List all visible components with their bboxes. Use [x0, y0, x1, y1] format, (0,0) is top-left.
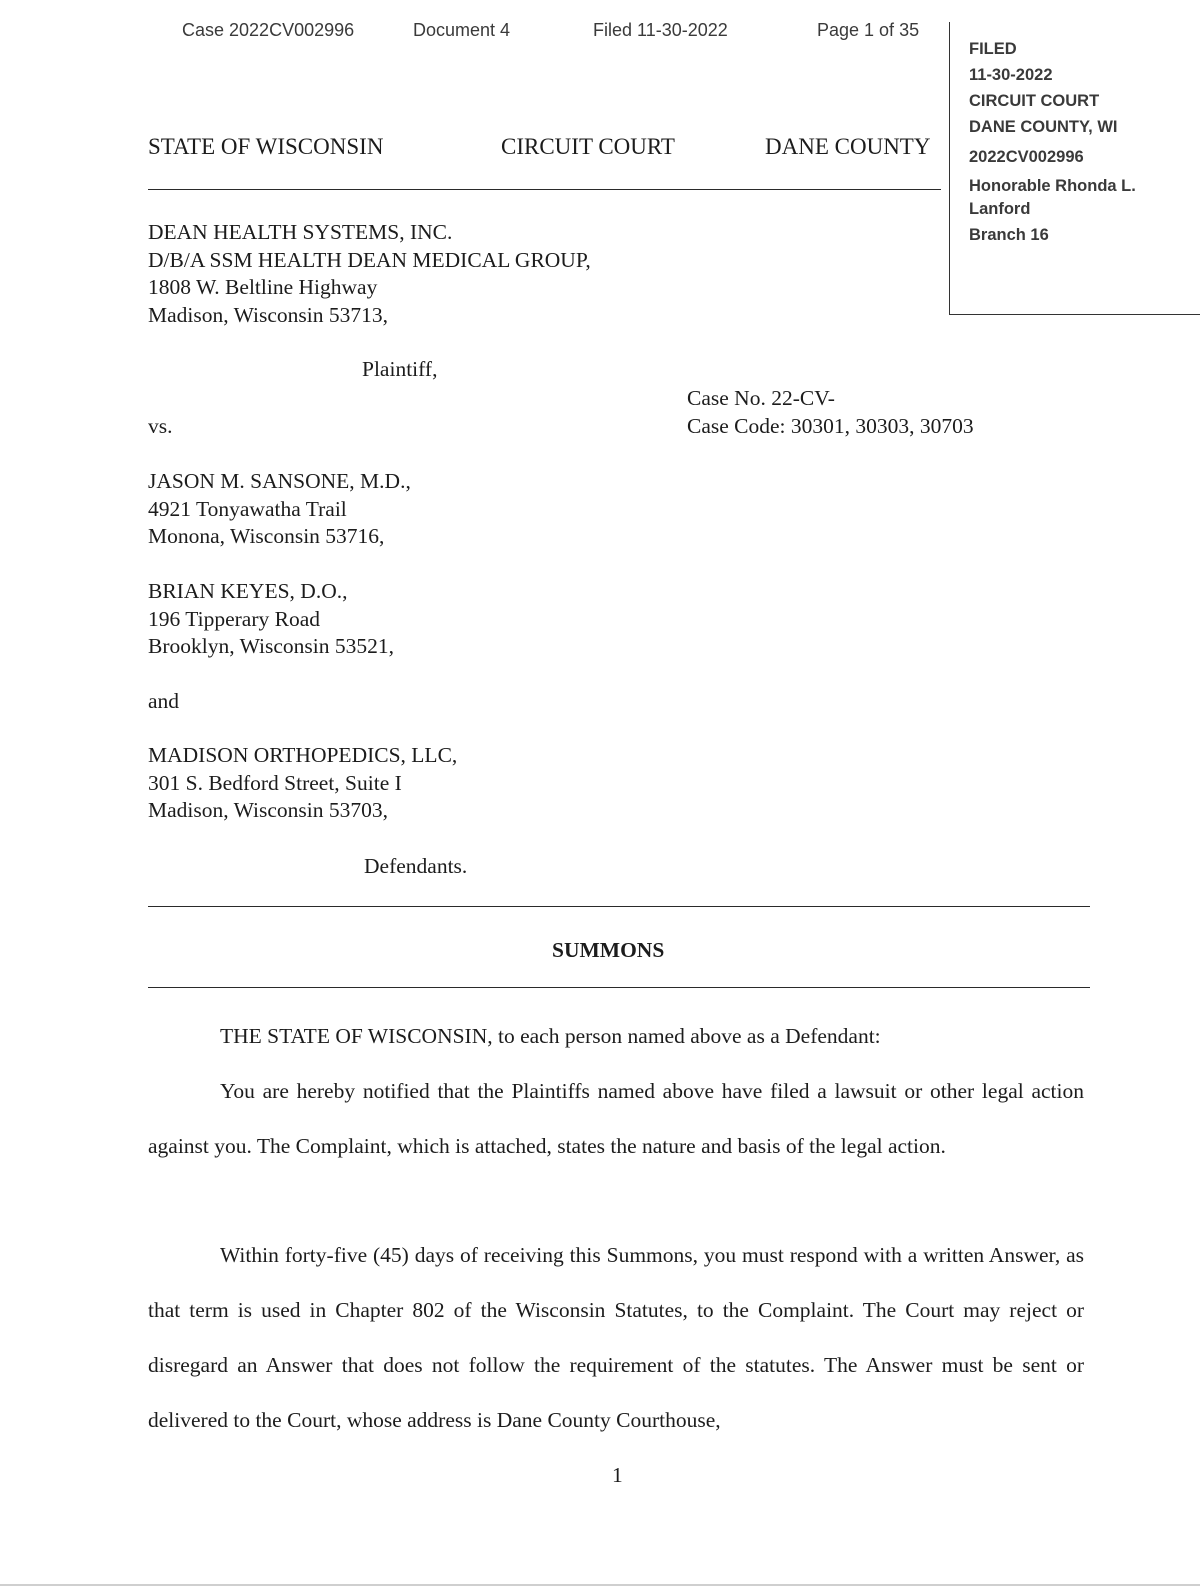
header-page: Page 1 of 35: [817, 20, 920, 40]
plaintiff-line: DEAN HEALTH SYSTEMS, INC.: [148, 220, 453, 244]
stamp-line: DANE COUNTY, WI: [969, 118, 1118, 136]
stamp-line: FILED: [969, 40, 1017, 58]
defendant-line: JASON M. SANSONE, M.D.,: [148, 469, 411, 493]
defendant-line: BRIAN KEYES, D.O.,: [148, 579, 348, 603]
body-paragraph-3: Within forty-five (45) days of receiving this Summons, you must respond with a written Answer, as that term is used in Chapter 802 of the Wisconsin Statutes, to the Complaint. The Court may reject or disregard an Answer that does not follow the requirement of the statutes. The Answer must be sent or delivered to the Court, whose address is Dane County Courthouse,: [148, 1243, 1084, 1432]
defendant-line: MADISON ORTHOPEDICS, LLC,: [148, 743, 458, 767]
body-paragraph-2: You are hereby notified that the Plaintiffs named above have filed a lawsuit or other legal action against you. The Complaint, which is attached, states the nature and basis of the legal action.: [148, 1079, 1084, 1158]
plaintiff-line: 1808 W. Beltline Highway: [148, 275, 378, 299]
body-paragraph-1: THE STATE OF WISCONSIN, to each person named above as a Defendant:: [220, 1024, 881, 1048]
defendant-block-3: [148, 742, 457, 825]
stamp-line: 2022CV002996: [969, 148, 1084, 166]
page-bottom-edge: [0, 1584, 1200, 1586]
defendants-role: Defendants.: [364, 854, 468, 878]
caption-court: CIRCUIT COURT: [501, 134, 675, 159]
defendant-line: 301 S. Bedford Street, Suite I: [148, 770, 402, 795]
defendant-block-1: [148, 468, 411, 551]
header-filed: Filed 11-30-2022: [593, 20, 728, 40]
plaintiff-line: Madison, Wisconsin 53713,: [148, 302, 389, 327]
plaintiff-role: Plaintiff,: [362, 357, 438, 381]
title-rule-top: [148, 906, 1090, 907]
caption-state: STATE OF WISCONSIN: [148, 134, 384, 159]
defendant-line: 196 Tipperary Road: [148, 606, 320, 631]
title-rule-bottom: [148, 987, 1090, 988]
caption-rule: [148, 189, 941, 190]
header-document: Document 4: [413, 20, 511, 40]
defendant-line: Monona, Wisconsin 53716,: [148, 524, 385, 548]
defendant-block-2: [148, 578, 394, 661]
stamp-line: Branch 16: [969, 226, 1049, 244]
defendant-line: 4921 Tonyawatha Trail: [148, 496, 347, 521]
defendant-line: Madison, Wisconsin 53703,: [148, 798, 389, 822]
stamp-line: CIRCUIT COURT: [969, 92, 1100, 110]
plaintiff-line: D/B/A SSM HEALTH DEAN MEDICAL GROUP,: [148, 247, 591, 272]
case-code: Case Code: 30301, 30303, 30703: [687, 414, 974, 438]
document-title: SUMMONS: [552, 938, 665, 962]
and-label: and: [148, 689, 180, 713]
plaintiff-block: [148, 219, 591, 329]
case-number: Case No. 22-CV-: [687, 386, 835, 410]
caption-county: DANE COUNTY: [765, 134, 931, 159]
stamp-line: 11-30-2022: [969, 66, 1053, 84]
page-number: 1: [612, 1463, 623, 1487]
versus-label: vs.: [148, 414, 173, 438]
header-case: Case 2022CV002996: [182, 20, 355, 40]
stamp-line: Honorable Rhonda L.: [969, 177, 1136, 195]
stamp-line: Lanford: [969, 200, 1031, 218]
defendant-line: Brooklyn, Wisconsin 53521,: [148, 634, 394, 658]
